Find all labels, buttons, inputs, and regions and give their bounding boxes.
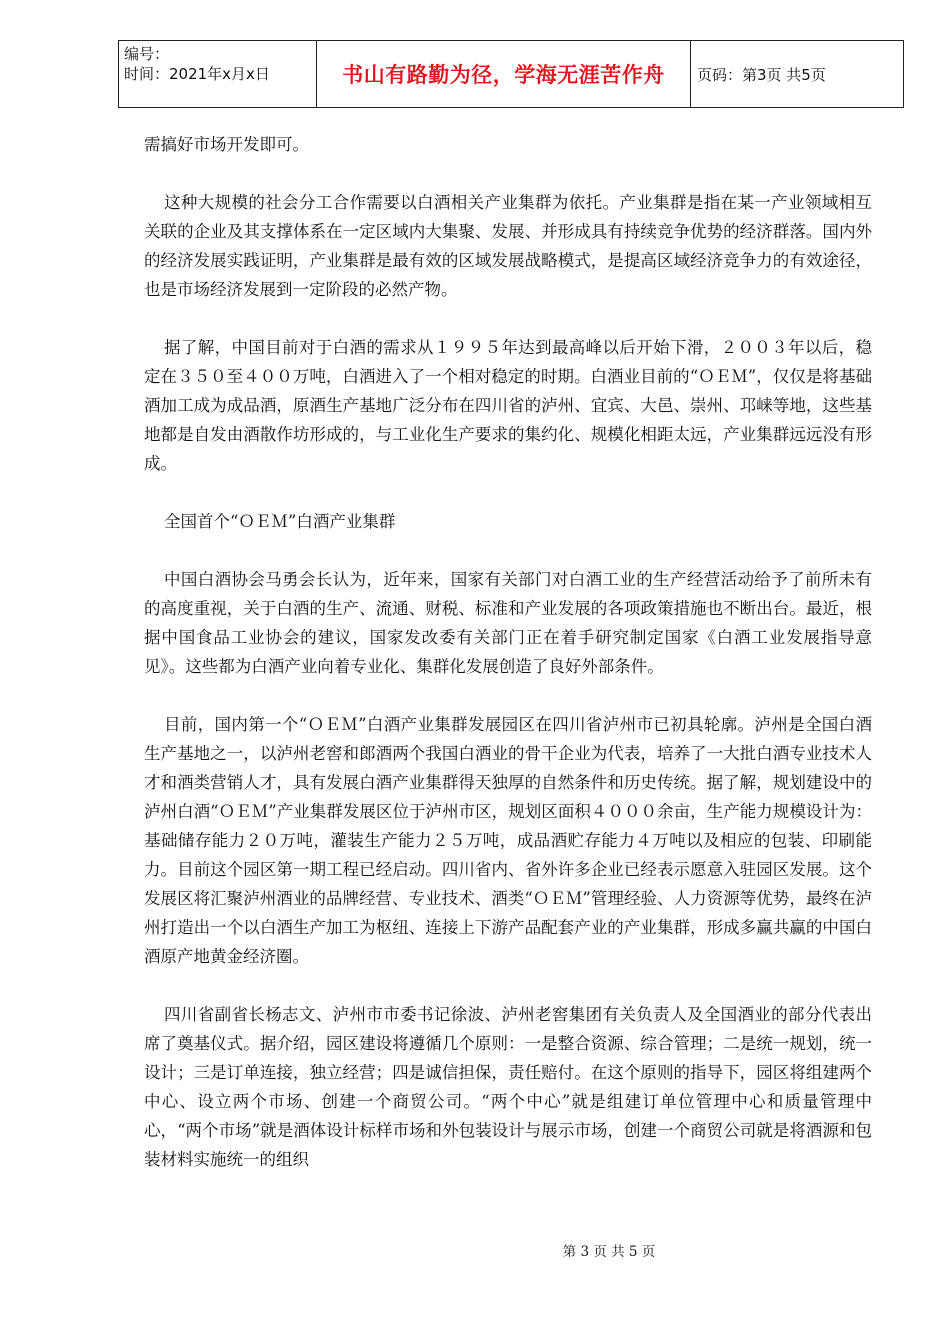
document-header bbox=[118, 40, 904, 108]
document-time: 时间：2021年x月x日 bbox=[124, 65, 270, 83]
paragraph: 这种大规模的社会分工合作需要以白酒相关产业集群为依托。产业集群是指在某一产业领域相互关联的企业及其支撑体系在一定区域内大集聚、发展、并形成具有持续竞争优势的经济群落。国内外的经济发展实践证明，产业集群是最有效的区域发展战略模式，是提高区域经济竞争力的有效途径，也是市场经济发展到一定阶段的必然产物。 bbox=[144, 193, 872, 299]
header-page-number: 页码：第3页 共5页 bbox=[697, 65, 826, 84]
paragraph: 目前，国内第一个“ＯＥＭ”白酒产业集群发展园区在四川省泸州市已初具轮廓。泸州是全国白酒生产基地之一，以泸州老窖和郎酒两个我国白酒业的骨干企业为代表，培养了一大批白酒专业技术人才和酒类营销人才，具有发展白酒产业集群得天独厚的自然条件和历史传统。据了解，规划建设中的泸州白酒“ＯＥＭ”产业集群发展区位于泸州市区，规划区面积４０００余亩，生产能力规模设计为：基础储存能力２０万吨，灌装生产能力２５万吨，成品酒贮存能力４万吨以及相应的包装、印刷能力。目前这个园区第一期工程已经启动。四川省内、省外许多企业已经表示愿意入驻园区发展。这个发展区将汇聚泸州酒业的品牌经营、专业技术、酒类“ＯＥＭ”管理经验、人力资源等优势，最终在泸州打造出一个以白酒生产加工为枢纽、连接上下游产品配套产业的产业集群，形成多赢共赢的中国白酒原产地黄金经济圈。 bbox=[144, 715, 872, 966]
document-number: 编号： bbox=[124, 45, 170, 63]
header-meta-cell bbox=[119, 41, 317, 107]
header-motto: 书山有路勤为径，学海无涯苦作舟 bbox=[317, 41, 691, 107]
paragraph: 需搞好市场开发即可。 bbox=[144, 135, 309, 154]
section-heading: 全国首个“ＯＥＭ”白酒产业集群 bbox=[164, 512, 396, 531]
page-footer: 第 3 页 共 5 页 bbox=[562, 1244, 656, 1260]
paragraph: 据了解，中国目前对于白酒的需求从１９９５年达到最高峰以后开始下滑，２００３年以后，稳定在３５０至４００万吨，白酒进入了一个相对稳定的时期。白酒业目前的“ＯＥＭ”，仅仅是将基础酒加工成为成品酒，原酒生产基地广泛分布在四川省的泸州、宜宾、大邑、崇州、邛崃等地，这些基地都是自发由酒散作坊形成的，与工业化生产要求的集约化、规模化相距太远，产业集群远远没有形成。 bbox=[144, 338, 872, 473]
paragraph: 四川省副省长杨志文、泸州市市委书记徐波、泸州老窖集团有关负责人及全国酒业的部分代表出席了奠基仪式。据介绍，园区建设将遵循几个原则：一是整合资源、综合管理；二是统一规划，统一设计；三是订单连接，独立经营；四是诚信担保，责任赔付。在这个原则的指导下，园区将组建两个中心、设立两个市场、创建一个商贸公司。“两个中心”就是组建订单位管理中心和质量管理中心，“两个市场”就是酒体设计标样市场和外包装设计与展示市场，创建一个商贸公司就是将酒源和包装材料实施统一的组织 bbox=[144, 1005, 872, 1169]
paragraph: 中国白酒协会马勇会长认为，近年来，国家有关部门对白酒工业的生产经营活动给予了前所未有的高度重视，关于白酒的生产、流通、财税、标准和产业发展的各项政策措施也不断出台。最近，根据中国食品工业协会的建议，国家发改委有关部门正在着手研究制定国家《白酒工业发展指导意见》。这些都为白酒产业向着专业化、集群化发展创造了良好外部条件。 bbox=[144, 570, 872, 676]
document-body bbox=[144, 130, 872, 1203]
